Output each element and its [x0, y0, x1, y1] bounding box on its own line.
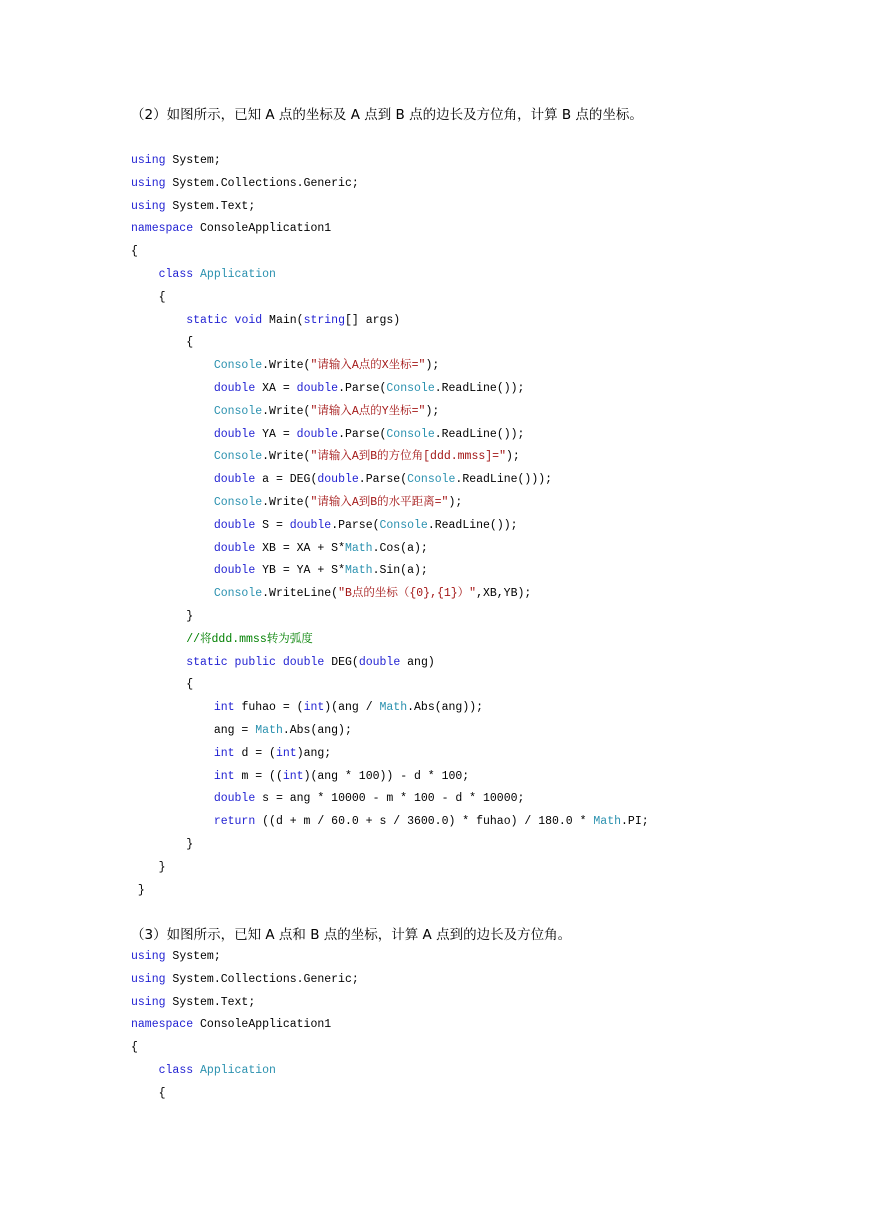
code-token: Math [379, 701, 408, 715]
code-token: "请输入A到B的方位角[ddd.mmss]=" [310, 450, 506, 464]
code-token: { [131, 245, 138, 259]
code-line [131, 811, 649, 834]
code-token: "B点的坐标（{0},{1}）" [338, 587, 477, 601]
code-token: .Abs(ang); [282, 723, 352, 737]
code-token: double [213, 427, 256, 441]
coordinate-figure-1 [490, 145, 695, 305]
code-token: .Parse( [338, 381, 387, 395]
code-token [131, 382, 214, 395]
code-token: { [131, 1041, 138, 1055]
code-token: ); [425, 359, 440, 373]
code-token: ang) [400, 655, 435, 669]
code-token: int [282, 769, 304, 783]
code-line [131, 469, 649, 492]
code-token: Application [200, 1063, 276, 1077]
code-line [131, 1037, 359, 1060]
code-token: )ang; [296, 746, 332, 760]
code-token: .ReadLine())); [455, 473, 553, 487]
code-line [131, 560, 649, 583]
code-line [131, 446, 649, 469]
code-token: double [213, 518, 256, 532]
code-token [131, 359, 214, 372]
code-line [131, 629, 649, 652]
code-token: .ReadLine()); [434, 381, 525, 395]
section-3-heading: （3）如图所示，已知 A 点和 B 点的坐标，计算 A 点到的边长及方位角。 [131, 927, 572, 943]
code-token: Console [213, 450, 263, 464]
code-line [131, 834, 649, 857]
code-token: double [213, 792, 256, 806]
code-token: .Cos(a); [372, 541, 428, 555]
code-token [131, 656, 186, 669]
code-token: ); [425, 404, 440, 418]
code-token: { [131, 678, 194, 692]
code-token: Math [593, 815, 622, 829]
code-token: { [131, 336, 194, 350]
code-token: .Abs(ang)); [407, 701, 484, 715]
code-token: fuhao = ( [234, 701, 304, 715]
code-token [131, 587, 214, 600]
code-token: int [303, 701, 325, 715]
code-token [131, 428, 214, 441]
code-line [131, 378, 649, 401]
code-token: double [213, 381, 256, 395]
code-token: a = DEG( [255, 473, 318, 487]
code-token: System; [165, 154, 221, 167]
code-token: public [234, 655, 276, 669]
code-line [131, 332, 649, 355]
code-token [131, 405, 214, 418]
code-token: double [213, 473, 256, 487]
code-token: Console [407, 473, 456, 487]
code-token [131, 314, 186, 327]
code-token: int [275, 746, 297, 760]
code-token: void [234, 313, 263, 327]
code-token: DEG( [324, 655, 359, 669]
code-line [131, 1014, 359, 1037]
code-token [131, 268, 159, 281]
code-token: Console [213, 359, 263, 373]
code-token: static [186, 313, 228, 327]
code-line [131, 355, 649, 378]
code-token: int [213, 746, 235, 760]
code-line [131, 992, 359, 1015]
code-token: System.Collections.Generic; [165, 972, 359, 986]
code-line [131, 946, 359, 969]
code-line [131, 880, 649, 903]
code-token: ConsoleApplication1 [193, 222, 332, 236]
code-token: .ReadLine()); [427, 518, 518, 532]
code-token: [] args) [345, 313, 401, 327]
code-token [276, 656, 283, 669]
code-token: .Write( [262, 359, 311, 373]
code-token: .PI; [621, 815, 649, 829]
code-token: S = [255, 518, 290, 532]
code-token [193, 268, 200, 281]
code-token: namespace [131, 1018, 194, 1032]
code-line [131, 788, 649, 811]
code-token: .Write( [262, 450, 311, 464]
code-token: Console [386, 381, 435, 395]
code-token: } [131, 860, 166, 874]
code-line [131, 743, 649, 766]
code-token [131, 542, 214, 555]
code-line [131, 766, 649, 789]
code-token: class [158, 1063, 194, 1077]
code-token: .Parse( [331, 518, 380, 532]
code-block-section-3 [131, 946, 359, 1106]
code-line [131, 515, 649, 538]
code-token: Console [213, 404, 263, 418]
coordinate-figure-2 [568, 985, 773, 1145]
code-token: double [289, 518, 332, 532]
code-token: .WriteLine( [262, 587, 339, 601]
code-line [131, 538, 649, 561]
code-token [228, 314, 235, 327]
code-token [131, 747, 214, 760]
code-token: .ReadLine()); [434, 427, 525, 441]
code-token: Main( [262, 313, 304, 327]
code-token: string [303, 313, 345, 327]
code-token [131, 815, 214, 828]
code-token [131, 450, 214, 463]
code-token: Console [213, 495, 263, 509]
code-token: } [131, 883, 145, 897]
code-token: Math [344, 564, 373, 578]
code-line [131, 720, 649, 743]
code-token: return [213, 815, 256, 829]
code-line [131, 1060, 359, 1083]
code-token: .Write( [262, 495, 311, 509]
code-line [131, 583, 649, 606]
code-token: .Sin(a); [372, 564, 428, 578]
code-line [131, 1083, 359, 1106]
code-token: Math [255, 723, 283, 737]
code-token: double [213, 564, 256, 578]
code-token: ); [505, 450, 520, 464]
code-token: System.Text; [165, 995, 256, 1009]
code-token: using [131, 176, 166, 190]
code-token: using [131, 995, 166, 1009]
code-token: Math [344, 541, 373, 555]
code-token [131, 701, 214, 714]
code-token: double [296, 381, 339, 395]
code-token: YB = YA + S* [255, 564, 345, 578]
code-token: s = ang * 10000 - m * 100 - d * 10000; [255, 792, 525, 806]
code-line [131, 652, 649, 675]
code-token: "请输入A点的Y坐标=" [310, 404, 426, 418]
code-token: .Parse( [358, 473, 408, 487]
code-token: class [158, 267, 194, 281]
code-token: int [213, 769, 235, 783]
code-token: double [282, 655, 325, 669]
code-token: ConsoleApplication1 [193, 1018, 332, 1032]
code-line [131, 492, 649, 515]
code-token: Application [200, 267, 276, 281]
code-token: //将ddd.mmss转为弧度 [186, 632, 313, 646]
code-line [131, 857, 649, 880]
code-token: Console [386, 427, 435, 441]
code-line [131, 969, 359, 992]
code-token: )(ang * 100)) - d * 100; [303, 769, 470, 783]
code-token: namespace [131, 222, 194, 236]
code-token: ); [448, 495, 463, 509]
code-token: double [317, 473, 359, 487]
code-token: Console [213, 587, 263, 601]
code-token [131, 473, 214, 486]
code-token: ,XB,YB); [476, 587, 532, 601]
code-token: "请输入A点的X坐标=" [310, 359, 426, 373]
code-token [193, 1064, 200, 1077]
code-token: int [213, 701, 235, 715]
code-token: double [213, 541, 256, 555]
code-token: double [358, 655, 401, 669]
code-token [228, 656, 235, 669]
code-token: m = (( [234, 769, 283, 783]
code-token [131, 1064, 159, 1077]
code-token: static [186, 655, 228, 669]
code-token: ang = [131, 723, 256, 737]
code-token: } [131, 837, 194, 851]
code-token: { [131, 290, 166, 304]
code-line [131, 424, 649, 447]
code-line [131, 310, 649, 333]
code-token: .Parse( [338, 427, 387, 441]
code-token [131, 496, 214, 509]
code-token [131, 792, 214, 805]
code-token: { [131, 1086, 166, 1100]
code-token: using [131, 950, 166, 963]
section-2-heading: （2）如图所示，已知 A 点的坐标及 A 点到 B 点的边长及方位角，计算 B 点的坐标。 [131, 107, 643, 123]
code-token: .Write( [262, 404, 311, 418]
code-token: System.Collections.Generic; [165, 176, 359, 190]
code-token: ((d + m / 60.0 + s / 3600.0) * fuhao) / 180.0 * [255, 815, 594, 829]
code-token: d = ( [234, 746, 276, 760]
code-token: System.Text; [165, 199, 256, 213]
code-token [131, 564, 214, 577]
code-token: } [131, 609, 194, 623]
code-line [131, 674, 649, 697]
code-token: Console [379, 518, 428, 532]
code-line [131, 401, 649, 424]
code-token [131, 633, 186, 646]
code-token: "请输入A到B的水平距离=" [310, 495, 449, 509]
code-token: using [131, 199, 166, 213]
code-token: double [296, 427, 339, 441]
code-token: XB = XA + S* [255, 541, 345, 555]
code-token [131, 770, 214, 783]
code-token: using [131, 154, 166, 167]
code-token: YA = [255, 427, 297, 441]
code-token: XA = [255, 381, 297, 395]
code-line [131, 606, 649, 629]
code-token: )(ang / [324, 701, 380, 715]
code-token: using [131, 972, 166, 986]
code-token: System; [165, 950, 221, 963]
code-line [131, 697, 649, 720]
code-token [131, 519, 214, 532]
